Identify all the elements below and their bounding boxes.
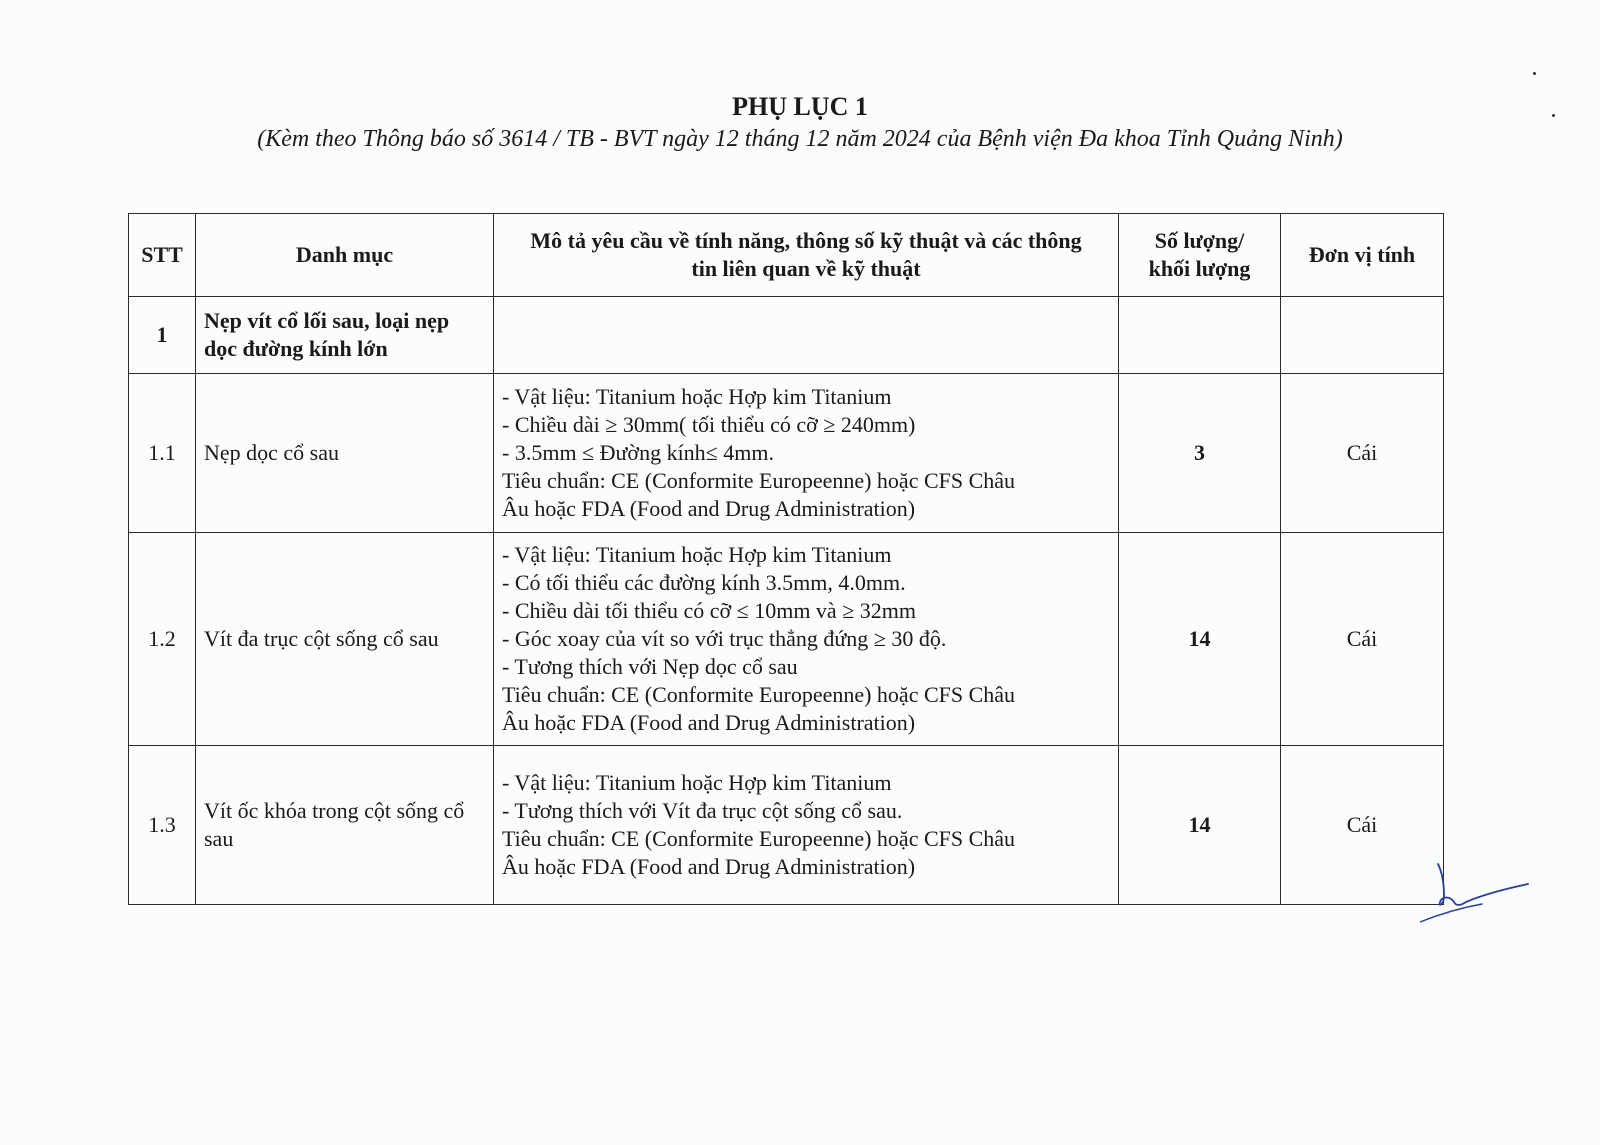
row-name: Vít đa trục cột sống cổ sau	[196, 533, 494, 746]
header-stt: STT	[129, 214, 196, 297]
table-header-row	[129, 214, 1444, 297]
group-unit	[1281, 297, 1444, 374]
description-line: Âu hoặc FDA (Food and Drug Administration)	[502, 496, 916, 521]
description-line: - Chiều dài ≥ 30mm( tối thiểu có cỡ ≥ 240mm)	[502, 412, 916, 437]
signature-stroke	[1420, 904, 1482, 922]
description-line: Tiêu chuẩn: CE (Conformite Europeenne) hoặc CFS Châu	[502, 468, 1016, 493]
row-unit: Cái	[1281, 746, 1444, 905]
header-description: Mô tả yêu cầu về tính năng, thông số kỹ thuật và các thông tin liên quan về kỹ thuật	[494, 214, 1119, 297]
description-line: Âu hoặc FDA (Food and Drug Administration)	[502, 854, 916, 879]
scan-speck	[1552, 114, 1555, 117]
table-group-row	[129, 297, 1444, 374]
row-quantity: 14	[1119, 746, 1281, 905]
description-line: - Tương thích với Vít đa trục cột sống cổ sau.	[502, 798, 903, 823]
group-name: Nẹp vít cổ lối sau, loại nẹp dọc đường kính lớn	[196, 297, 494, 374]
row-name: Nẹp dọc cổ sau	[196, 374, 494, 533]
description-line: - 3.5mm ≤ Đường kính≤ 4mm.	[502, 440, 774, 465]
row-quantity: 3	[1119, 374, 1281, 533]
description-line: - Chiều dài tối thiểu có cỡ ≤ 10mm và ≥ 32mm	[502, 598, 916, 623]
signature-mark	[1420, 862, 1530, 942]
row-name: Vít ốc khóa trong cột sống cổ sau	[196, 746, 494, 905]
row-stt: 1.2	[129, 533, 196, 746]
group-description	[494, 297, 1119, 374]
description-line: - Có tối thiểu các đường kính 3.5mm, 4.0mm.	[502, 570, 906, 595]
header-name: Danh mục	[196, 214, 494, 297]
row-quantity: 14	[1119, 533, 1281, 746]
table-row	[129, 533, 1444, 746]
description-line: - Tương thích với Nẹp dọc cổ sau	[502, 654, 798, 679]
header-quantity: Số lượng/ khối lượng	[1119, 214, 1281, 297]
row-description	[494, 374, 1119, 533]
group-quantity	[1119, 297, 1281, 374]
row-description	[494, 746, 1119, 905]
group-stt: 1	[129, 297, 196, 374]
description-line: Tiêu chuẩn: CE (Conformite Europeenne) hoặc CFS Châu	[502, 682, 1016, 707]
description-line: - Vật liệu: Titanium hoặc Hợp kim Titanium	[502, 384, 892, 409]
description-line: - Vật liệu: Titanium hoặc Hợp kim Titanium	[502, 770, 892, 795]
description-line: Tiêu chuẩn: CE (Conformite Europeenne) hoặc CFS Châu	[502, 826, 1016, 851]
row-unit: Cái	[1281, 533, 1444, 746]
description-line: - Góc xoay của vít so với trục thẳng đứng ≥ 30 độ.	[502, 626, 947, 651]
row-description	[494, 533, 1119, 746]
row-stt: 1.1	[129, 374, 196, 533]
row-stt: 1.3	[129, 746, 196, 905]
specification-table	[128, 213, 1444, 905]
row-unit: Cái	[1281, 374, 1444, 533]
table-row	[129, 746, 1444, 905]
scan-speck	[1533, 72, 1536, 75]
signature-stroke	[1438, 864, 1528, 905]
description-line: Âu hoặc FDA (Food and Drug Administration)	[502, 710, 916, 735]
page-subtitle: (Kèm theo Thông báo số 3614 / TB - BVT ngày 12 tháng 12 năm 2024 của Bệnh viện Đa khoa Tỉnh Quảng Ninh)	[257, 126, 1343, 152]
table-row	[129, 374, 1444, 533]
page-title: PHỤ LỤC 1	[732, 92, 868, 121]
header-unit: Đơn vị tính	[1281, 214, 1444, 297]
description-line: - Vật liệu: Titanium hoặc Hợp kim Titanium	[502, 542, 892, 567]
